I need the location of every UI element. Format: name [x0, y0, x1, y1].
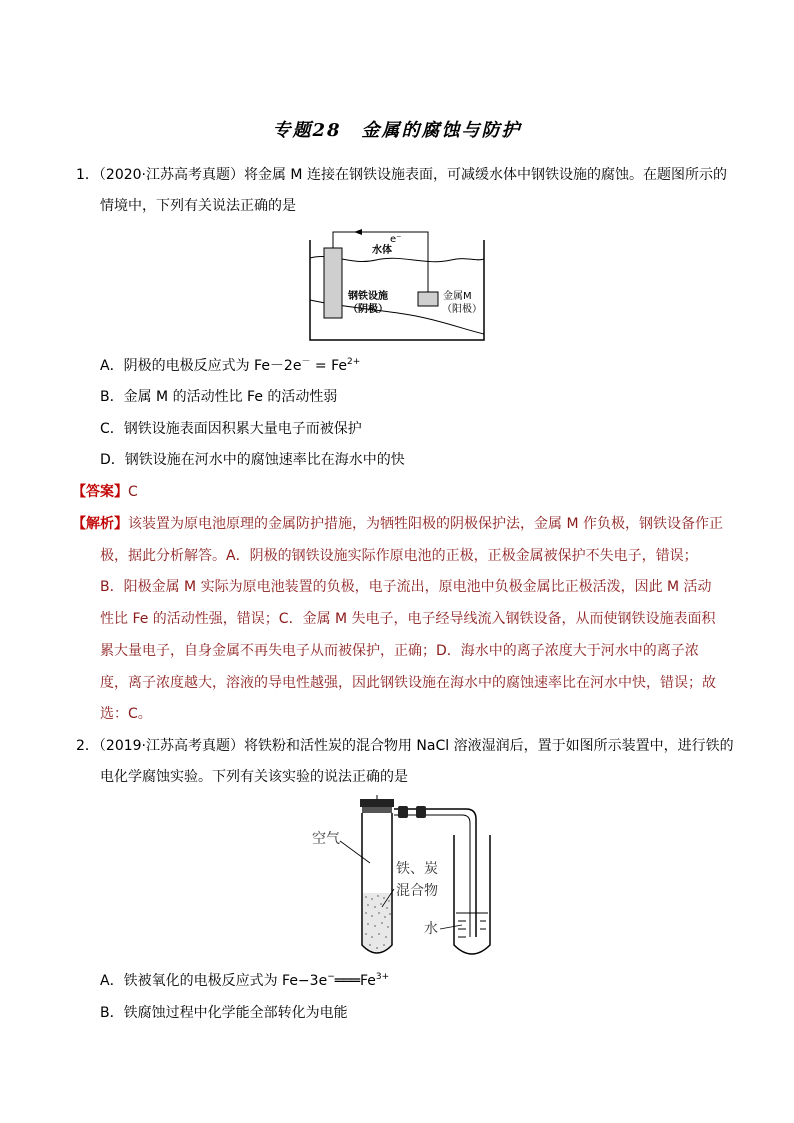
steel-sublabel: （阴极） [348, 304, 388, 315]
answer-tag: 【答案】 [72, 484, 128, 500]
water-tube [454, 835, 490, 954]
q1-option-c: C．钢铁设施表面因积累大量电子而被保护 [100, 421, 362, 437]
wire [333, 232, 428, 292]
electron-label: e⁻ [390, 234, 402, 245]
page-title: 专题28 金属的腐蚀与防护 [272, 120, 522, 141]
water-label: 水 [424, 921, 438, 937]
q2-option-a: A．铁被氧化的电极反应式为 $Fe-3e^-═══Fe^{3+}$ [100, 972, 390, 989]
q1-analysis-line6: 度，离子浓度越大，溶液的导电性越强，因此钢铁设施在海水中的腐蚀速率比在河水中快，错误；故 [100, 675, 716, 691]
q1-option-d: D．钢铁设施在河水中的腐蚀速率比在海水中的快 [100, 452, 405, 468]
q1-stem-line1: 1．（2020·江苏高考真题）将金属 M 连接在钢铁设施表面，可减缓水体中钢铁设施的腐蚀。在题图所示的 [76, 167, 727, 183]
q1-analysis-line4: 性比 Fe 的活动性强，错误；C．金属 M 失电子，电子经导线流入钢铁设备，从而使钢铁设施表面积 [100, 611, 716, 627]
tube-connector-1 [398, 806, 408, 818]
q1-analysis-line7: 选：C。 [100, 706, 152, 722]
q1-analysis-line5: 累大量电子，自身金属不再失电子从而被保护，正确；D．海水中的离子浓度大于河水中的离子浓 [100, 643, 699, 659]
q1-option-b: B．金属 M 的活动性比 Fe 的活动性弱 [100, 389, 338, 405]
iron-carbon-mixture [363, 893, 391, 952]
mixture-label-1: 铁、炭 [396, 861, 438, 877]
metal-m-block [418, 292, 438, 306]
q2-option-b: B．铁腐蚀过程中化学能全部转化为电能 [100, 1005, 348, 1021]
metal-label: 金属M [443, 291, 472, 302]
q1-option-a: A．阴极的电极反应式为 $Fe-2e^- = Fe^{2+}$ [100, 357, 361, 374]
tube-connector-2 [416, 806, 426, 818]
steel-structure [324, 248, 342, 318]
q1-answer [72, 482, 138, 502]
q1-analysis-line2: 极，据此分析解答。A．阴极的钢铁设施实际作原电池的正极，正极金属被保护不失电子，错误； [100, 548, 698, 564]
water-marks [458, 921, 486, 937]
rubber-stopper [360, 799, 394, 807]
steel-label: 钢铁设施 [348, 291, 388, 302]
q1-analysis-line3: B．阳极金属 M 实际为原电池装置的负极，电子流出，原电池中负极金属比正极活泼，因此 M 活动 [100, 579, 712, 595]
q2-figure [306, 795, 506, 960]
q2-stem-line2: 电化学腐蚀实验。下列有关该实验的说法正确的是 [100, 769, 408, 785]
mixture-label-2: 混合物 [396, 883, 438, 899]
water-label: 水体 [372, 245, 392, 256]
q2-stem-line1: 2．（2019·江苏高考真题）将铁粉和活性炭的混合物用 NaCl 溶液湿润后，置于如图所示装置中，进行铁的 [76, 738, 734, 754]
q1-figure [306, 222, 490, 344]
analysis-tag: 【解析】 [72, 516, 128, 532]
metal-sublabel: （阳极） [442, 304, 482, 315]
q1-analysis-line1: 【解析】该装置为原电池原理的金属防护措施，为牺牲阳极的阴极保护法，金属 M 作负极，钢铁设备作正 [72, 516, 723, 532]
electron-arrowhead [354, 229, 362, 235]
air-label: 空气 [312, 831, 340, 847]
q1-stem-line2: 情境中，下列有关说法正确的是 [100, 198, 296, 214]
answer-value: C [128, 484, 138, 500]
stopper-lower [362, 807, 392, 813]
